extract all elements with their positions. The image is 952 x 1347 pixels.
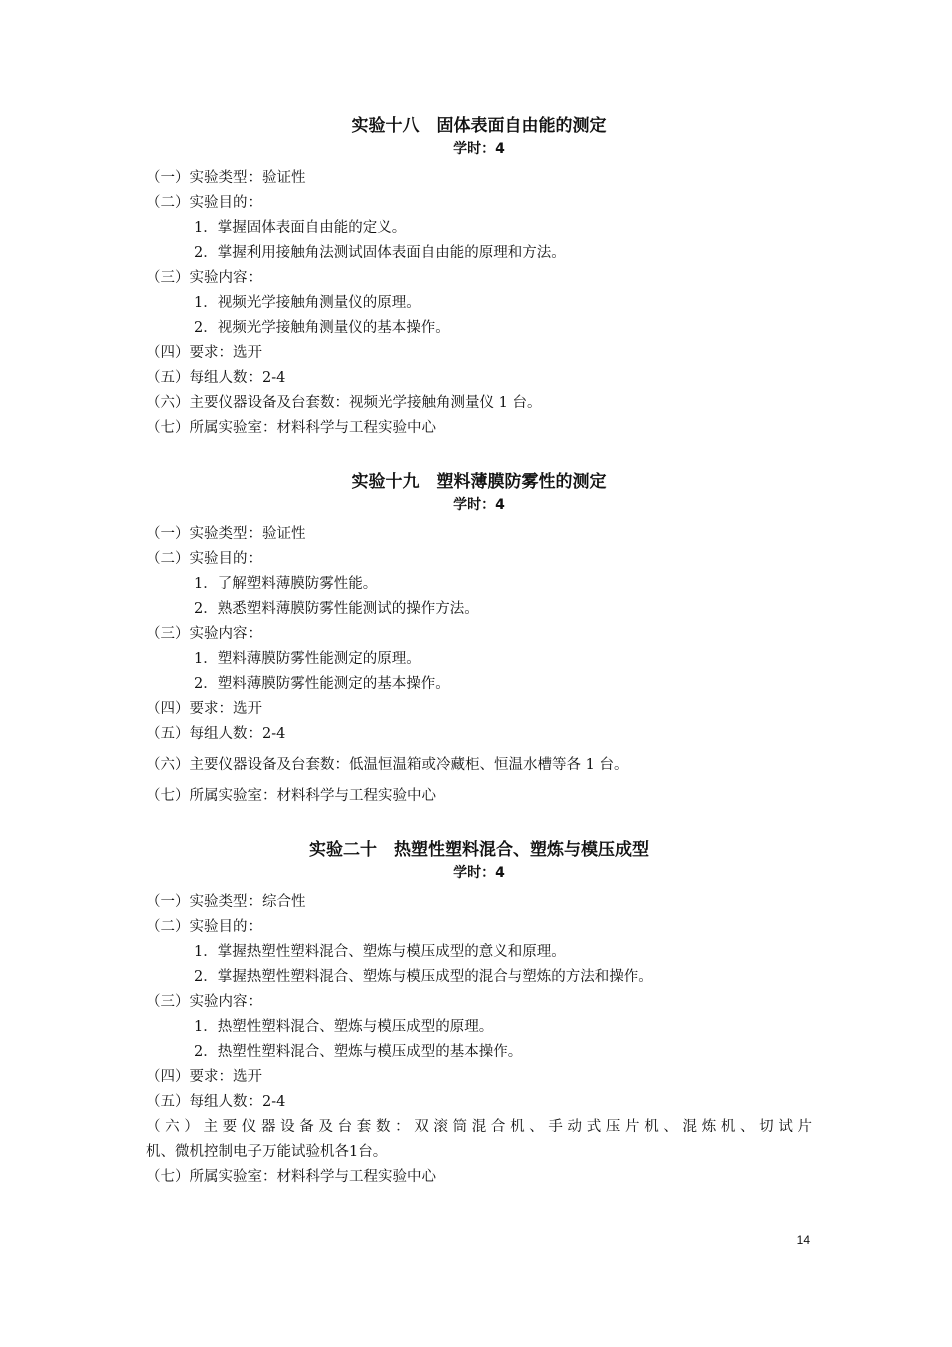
experiment-20-hours: 学时：4 [453, 865, 505, 881]
experiment-20-equipment-continued: 机、微机控制电子万能试验机各1台。 [146, 1144, 388, 1160]
experiment-19-hours: 学时：4 [453, 497, 505, 513]
experiment-20-type: （一）实验类型：综合性 [146, 894, 306, 910]
experiment-19-requirement: （四）要求：选开 [146, 701, 262, 717]
experiment-20-content-heading: （三）实验内容： [146, 994, 262, 1010]
experiment-20-title: 实验二十 热塑性塑料混合、塑炼与模压成型 [309, 840, 649, 860]
experiment-20-section [146, 838, 812, 1190]
experiment-20-content-2: 2．热塑性塑料混合、塑炼与模压成型的基本操作。 [194, 1044, 523, 1060]
experiment-19-laboratory: （七）所属实验室：材料科学与工程实验中心 [146, 788, 436, 804]
experiment-20-content-1: 1．热塑性塑料混合、塑炼与模压成型的原理。 [194, 1019, 494, 1035]
experiment-19-content-2: 2．塑料薄膜防雾性能测定的基本操作。 [194, 676, 450, 692]
experiment-18-title: 实验十八 固体表面自由能的测定 [351, 116, 607, 136]
experiment-20-requirement: （四）要求：选开 [146, 1069, 262, 1085]
experiment-20-purpose-heading: （二）实验目的： [146, 919, 262, 935]
experiment-19-purpose-1: 1．了解塑料薄膜防雾性能。 [194, 576, 378, 592]
experiment-19-section [146, 470, 812, 809]
experiment-18-content-2: 2．视频光学接触角测量仪的基本操作。 [194, 320, 450, 336]
experiment-19-purpose-heading: （二）实验目的： [146, 551, 262, 567]
experiment-19-purpose-2: 2．熟悉塑料薄膜防雾性能测试的操作方法。 [194, 601, 479, 617]
page-number: 14 [796, 1233, 810, 1247]
experiment-18-laboratory: （七）所属实验室：材料科学与工程实验中心 [146, 420, 436, 436]
experiment-18-requirement: （四）要求：选开 [146, 345, 262, 361]
experiment-18-type: （一）实验类型：验证性 [146, 170, 306, 186]
experiment-18-purpose-1: 1．掌握固体表面自由能的定义。 [194, 220, 407, 236]
experiment-19-content-1: 1．塑料薄膜防雾性能测定的原理。 [194, 651, 421, 667]
experiment-20-equipment: （六）主要仪器设备及台套数：双滚筒混合机、手动式压片机、混炼机、切试片 [146, 1119, 812, 1135]
experiment-18-purpose-heading: （二）实验目的： [146, 195, 262, 211]
experiment-18-equipment: （六）主要仪器设备及台套数：视频光学接触角测量仪 1 台。 [146, 395, 542, 411]
experiment-18-content-heading: （三）实验内容： [146, 270, 262, 286]
experiment-19-title: 实验十九 塑料薄膜防雾性的测定 [351, 472, 607, 492]
experiment-20-purpose-2: 2．掌握热塑性塑料混合、塑炼与模压成型的混合与塑炼的方法和操作。 [194, 969, 653, 985]
experiment-19-equipment: （六）主要仪器设备及台套数：低温恒温箱或冷藏柜、恒温水槽等各 1 台。 [146, 757, 629, 773]
experiment-18-purpose-2: 2．掌握利用接触角法测试固体表面自由能的原理和方法。 [194, 245, 566, 261]
experiment-18-group-size: （五）每组人数：2-4 [146, 370, 286, 386]
experiment-20-group-size: （五）每组人数：2-4 [146, 1094, 286, 1110]
experiment-20-laboratory: （七）所属实验室：材料科学与工程实验中心 [146, 1169, 436, 1185]
experiment-18-section [146, 114, 812, 441]
experiment-20-purpose-1: 1．掌握热塑性塑料混合、塑炼与模压成型的意义和原理。 [194, 944, 566, 960]
experiment-19-type: （一）实验类型：验证性 [146, 526, 306, 542]
experiment-19-content-heading: （三）实验内容： [146, 626, 262, 642]
experiment-18-content-1: 1．视频光学接触角测量仪的原理。 [194, 295, 421, 311]
experiment-18-hours: 学时：4 [453, 141, 505, 157]
experiment-19-group-size: （五）每组人数：2-4 [146, 726, 286, 742]
